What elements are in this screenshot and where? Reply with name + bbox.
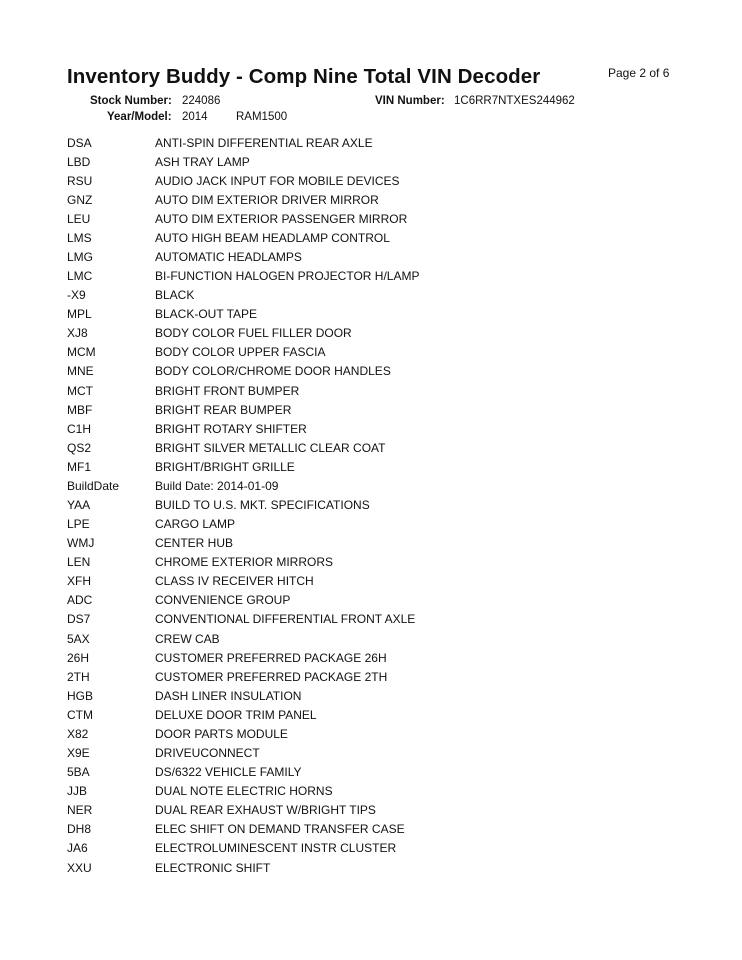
option-row: [67, 629, 419, 648]
option-row: [67, 591, 419, 610]
option-code: NER: [67, 803, 93, 818]
option-code: LEU: [67, 211, 91, 226]
year-value: 2014: [182, 111, 208, 123]
option-description: ELEC SHIFT ON DEMAND TRANSFER CASE: [155, 822, 405, 837]
year-model-label: Year/Model:: [107, 111, 172, 123]
option-code: LPE: [67, 517, 90, 532]
vin-number-label: VIN Number:: [375, 95, 445, 107]
option-code: MNE: [67, 364, 94, 379]
option-description: DASH LINER INSULATION: [155, 688, 302, 703]
option-code: 26H: [67, 650, 90, 665]
option-row: [67, 667, 419, 686]
option-code: XXU: [67, 860, 92, 875]
option-description: CONVENTIONAL DIFFERENTIAL FRONT AXLE: [155, 612, 416, 627]
option-code: 2TH: [67, 669, 90, 684]
option-code: LMG: [67, 250, 94, 264]
option-code: WMJ: [67, 536, 95, 551]
option-row: [67, 515, 419, 534]
option-row: [67, 324, 419, 343]
option-description: BODY COLOR UPPER FASCIA: [155, 345, 326, 360]
option-code: X82: [67, 726, 89, 741]
option-description: DRIVEUCONNECT: [155, 746, 260, 761]
option-description: AUTO HIGH BEAM HEADLAMP CONTROL: [155, 230, 390, 245]
option-row: [67, 362, 419, 381]
option-code: QS2: [67, 440, 92, 455]
option-description: BI-FUNCTION HALOGEN PROJECTOR H/LAMP: [155, 269, 420, 284]
option-row: [67, 133, 419, 152]
option-row: [67, 267, 419, 286]
option-description: CLASS IV RECEIVER HITCH: [155, 574, 314, 589]
option-description: AUTOMATIC HEADLAMPS: [155, 250, 302, 264]
option-code: XJ8: [67, 326, 88, 341]
option-code: RSU: [67, 173, 93, 188]
option-code: MPL: [67, 307, 92, 322]
option-description: BRIGHT SILVER METALLIC CLEAR COAT: [155, 440, 386, 455]
option-row: [67, 228, 419, 247]
stock-number-label: Stock Number:: [90, 95, 172, 107]
option-description: Build Date: 2014-01-09: [155, 478, 279, 493]
option-row: [67, 553, 419, 572]
option-code: DSA: [67, 135, 92, 150]
option-description: DOOR PARTS MODULE: [155, 726, 288, 741]
option-row: [67, 744, 419, 763]
option-description: BODY COLOR/CHROME DOOR HANDLES: [155, 364, 391, 379]
option-code: C1H: [67, 421, 92, 436]
option-row: [67, 152, 419, 171]
option-description: CUSTOMER PREFERRED PACKAGE 26H: [155, 650, 387, 665]
option-code-list: [67, 133, 419, 877]
option-description: DS/6322 VEHICLE FAMILY: [155, 765, 302, 780]
option-row: [67, 305, 419, 324]
option-description: BRIGHT ROTARY SHIFTER: [155, 421, 307, 436]
option-code: YAA: [67, 498, 91, 513]
option-description: CENTER HUB: [155, 536, 234, 551]
option-description: CARGO LAMP: [155, 517, 236, 532]
option-code: -X9: [67, 288, 86, 303]
option-row: [67, 858, 419, 877]
option-row: [67, 705, 419, 724]
option-description: DUAL NOTE ELECTRIC HORNS: [155, 784, 333, 799]
option-row: [67, 247, 419, 266]
option-code: CTM: [67, 707, 93, 722]
option-description: ASH TRAY LAMP: [155, 154, 250, 169]
option-row: [67, 171, 419, 190]
page-number: Page 2 of 6: [608, 66, 670, 80]
option-row: [67, 610, 419, 629]
option-description: DELUXE DOOR TRIM PANEL: [155, 707, 317, 722]
option-code: MCT: [67, 383, 93, 398]
option-code: DS7: [67, 612, 91, 627]
report-title: Inventory Buddy - Comp Nine Total VIN Decoder: [67, 65, 541, 88]
option-description: BLACK: [155, 288, 195, 303]
option-code: 5BA: [67, 765, 90, 780]
option-row: [67, 457, 419, 476]
option-description: BODY COLOR FUEL FILLER DOOR: [155, 326, 352, 341]
option-code: BuildDate: [67, 478, 120, 493]
option-code: MF1: [67, 459, 91, 474]
option-description: BUILD TO U.S. MKT. SPECIFICATIONS: [155, 498, 370, 513]
option-description: CUSTOMER PREFERRED PACKAGE 2TH: [155, 669, 388, 684]
option-code: ADC: [67, 593, 93, 608]
option-row: [67, 286, 419, 305]
option-code: DH8: [67, 822, 92, 837]
option-code: HGB: [67, 688, 94, 703]
option-description: DUAL REAR EXHAUST W/BRIGHT TIPS: [155, 803, 376, 818]
option-description: CHROME EXTERIOR MIRRORS: [155, 555, 334, 570]
option-row: [67, 782, 419, 801]
option-description: CONVENIENCE GROUP: [155, 593, 291, 608]
option-code: JJB: [67, 784, 88, 799]
option-row: [67, 763, 419, 782]
option-description: CREW CAB: [155, 631, 220, 646]
option-row: [67, 572, 419, 591]
option-code: X9E: [67, 746, 90, 761]
option-description: AUTO DIM EXTERIOR PASSENGER MIRROR: [155, 211, 408, 226]
option-row: [67, 209, 419, 228]
option-code: MCM: [67, 345, 96, 360]
option-description: BLACK-OUT TAPE: [155, 307, 258, 322]
option-row: [67, 686, 419, 705]
option-code: LMS: [67, 230, 92, 245]
option-code: MBF: [67, 402, 93, 417]
option-row: [67, 801, 419, 820]
option-code: GNZ: [67, 192, 93, 207]
option-row: [67, 820, 419, 839]
option-description: ELECTRONIC SHIFT: [155, 860, 271, 875]
option-code: 5AX: [67, 631, 90, 646]
option-code: JA6: [67, 841, 88, 856]
option-code: LBD: [67, 154, 91, 169]
option-row: [67, 648, 419, 667]
option-row: [67, 495, 419, 514]
stock-number-value: 224086: [182, 95, 221, 107]
option-description: BRIGHT/BRIGHT GRILLE: [155, 459, 295, 474]
option-row: [67, 839, 419, 858]
option-code: XFH: [67, 574, 91, 589]
option-description: ELECTROLUMINESCENT INSTR CLUSTER: [155, 841, 397, 856]
option-row: [67, 190, 419, 209]
option-code: LEN: [67, 555, 91, 570]
option-row: [67, 438, 419, 457]
option-row: [67, 400, 419, 419]
option-description: ANTI-SPIN DIFFERENTIAL REAR AXLE: [155, 135, 373, 150]
option-row: [67, 476, 419, 495]
option-code: LMC: [67, 269, 93, 284]
option-row: [67, 724, 419, 743]
option-description: AUDIO JACK INPUT FOR MOBILE DEVICES: [155, 173, 400, 188]
option-row: [67, 534, 419, 553]
vin-number-value: 1C6RR7NTXES244962: [454, 95, 575, 107]
option-description: BRIGHT FRONT BUMPER: [155, 383, 300, 398]
option-row: [67, 343, 419, 362]
option-row: [67, 381, 419, 400]
option-description: BRIGHT REAR BUMPER: [155, 402, 292, 417]
option-row: [67, 419, 419, 438]
option-description: AUTO DIM EXTERIOR DRIVER MIRROR: [155, 192, 379, 207]
model-value: RAM1500: [236, 111, 288, 123]
